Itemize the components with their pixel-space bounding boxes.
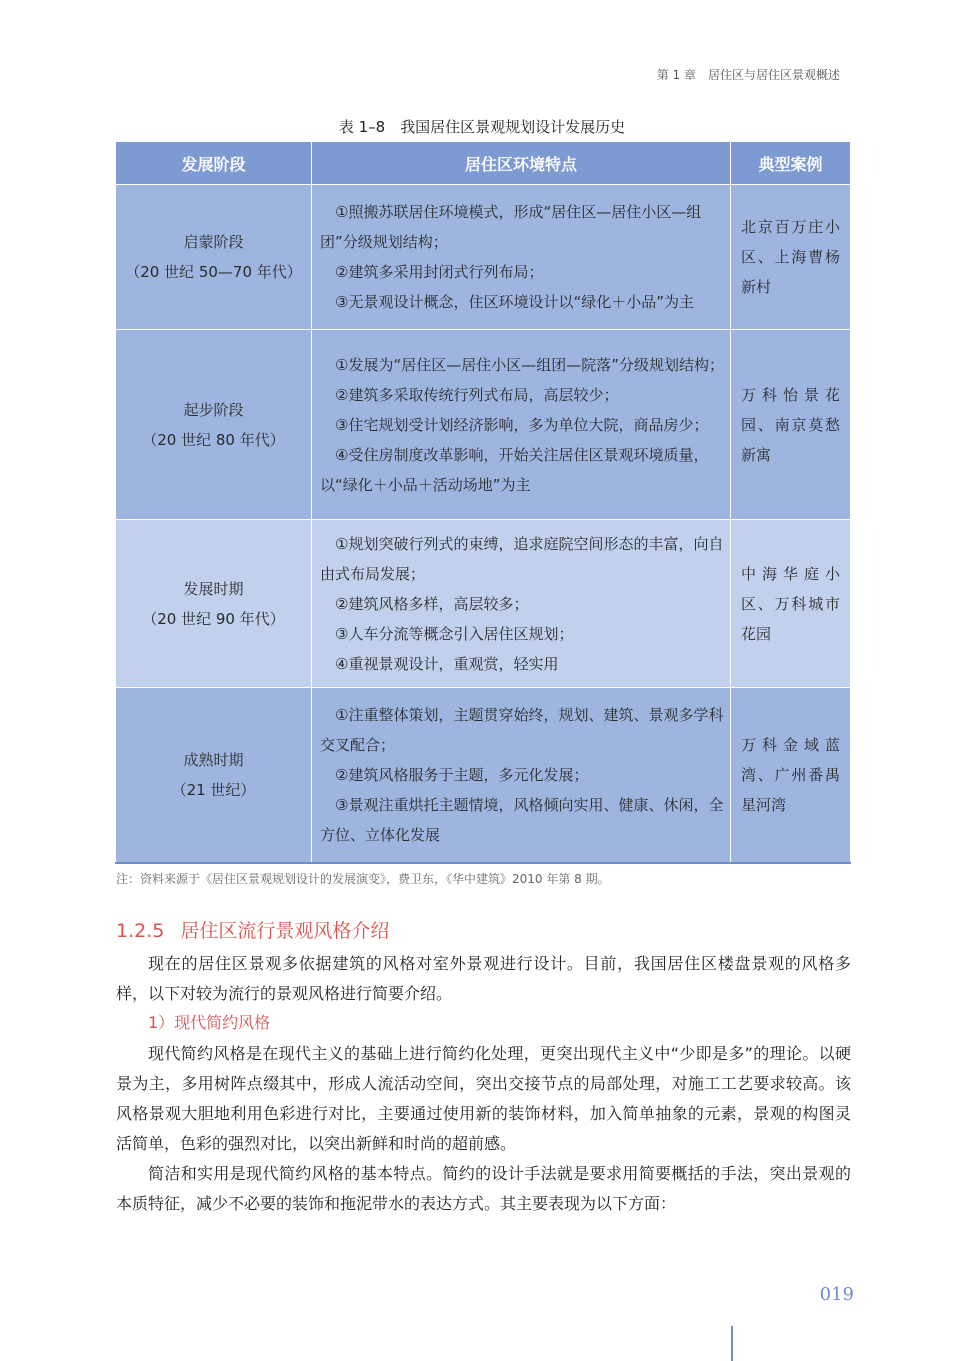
paragraph-intro: 现在的居住区景观多依据建筑的风格对室外景观进行设计。目前，我国居住区楼盘景观的风格多样，以下对较为流行的景观风格进行简要介绍。: [116, 954, 851, 1003]
decorative-rule: [731, 1326, 733, 1361]
features-cell: [312, 688, 731, 863]
feature-item: ①规划突破行列式的束缚，追求庭院空间形态的丰富，向自由式布局发展；: [320, 534, 724, 583]
table-header-row: [116, 142, 851, 185]
feature-item: ②建筑风格服务于主题，多元化发展；: [335, 765, 589, 784]
section-heading: [116, 916, 405, 943]
table-row: [116, 520, 851, 688]
case-cell: 万科金域蓝湾、广州番禺星河湾: [731, 688, 851, 863]
feature-item: ②建筑多采用封闭式行列布局；: [335, 263, 544, 281]
stage-cell: [116, 330, 312, 520]
paragraph-features: 简洁和实用是现代简约风格的基本特点。简约的设计手法就是要求用简要概括的手法，突出景观的本质特征，减少不必要的装饰和拖泥带水的表达方式。其主要表现为以下方面：: [116, 1164, 851, 1213]
table-note: 注：资料来源于《居住区景观规划设计的发展演变》，费卫东，《华中建筑》2010 年第 8 期。: [116, 872, 610, 886]
feature-item: ④重视景观设计，重观赏，轻实用: [335, 654, 559, 673]
stage-cell: [116, 520, 312, 688]
stage-cell: [116, 185, 312, 330]
stage-name: 启蒙阶段: [183, 233, 244, 251]
stage-period: （20 世纪 90 年代）: [142, 609, 285, 628]
header-stage: 发展阶段: [116, 142, 312, 185]
table-caption: 表 1–8 我国居住区景观规划设计发展历史: [338, 118, 626, 136]
feature-item: ②建筑多采取传统行列式布局，高层较少；: [335, 385, 619, 404]
section-number: 1.2.5: [116, 920, 165, 942]
feature-item: ②建筑风格多样，高层较多；: [335, 594, 529, 613]
table-row: [116, 330, 851, 520]
feature-item: ④受住房制度改革影响，开始关注居住区景观环境质量，以“绿化＋小品＋活动场地”为主: [320, 445, 709, 494]
stage-period: （20 世纪 50—70 年代）: [125, 263, 302, 281]
subheading: 1）现代简约风格: [148, 1013, 271, 1032]
stage-name: 发展时期: [183, 579, 244, 598]
table-row: [116, 688, 851, 863]
feature-item: ③人车分流等概念引入居住区规划；: [335, 624, 574, 643]
case-cell: 北京百万庄小区、上海曹杨新村: [731, 185, 851, 330]
case-cell: 中海华庭小区、万科城市花园: [731, 520, 851, 688]
feature-item: ①注重整体策划，主题贯穿始终，规划、建筑、景观多学科交叉配合；: [320, 705, 724, 754]
table-row: [116, 185, 851, 330]
stage-period: （20 世纪 80 年代）: [142, 430, 285, 449]
stage-name: 成熟时期: [183, 750, 244, 769]
paragraph-modern: 现代简约风格是在现代主义的基础上进行简约化处理，更突出现代主义中“少即是多”的理论。以硬景为主，多用树阵点缀其中，形成人流活动空间，突出交接节点的局部处理，对施工工艺要求较高。该风格景观大胆地利用色彩进行对比，主要通过使用新的装饰材料，加入简单抽象的元素，景观的构图灵活简单，色彩的强烈对比，以突出新鲜和时尚的超前感。: [116, 1044, 851, 1153]
page-number: 019: [819, 1284, 854, 1305]
feature-item: ①发展为“居住区—居住小区—组团—院落”分级规划结构；: [335, 355, 724, 374]
feature-item: ③住宅规划受计划经济影响，多为单位大院，商品房少；: [335, 415, 709, 434]
stage-name: 起步阶段: [183, 400, 244, 419]
running-header: 第 1 章 居住区与居住区景观概述: [656, 68, 840, 82]
case-cell: 万科怡景花园、南京莫愁新寓: [731, 330, 851, 520]
feature-item: ①照搬苏联居住环境模式，形成“居住区—居住小区—组团”分级规划结构；: [320, 203, 702, 251]
stage-period: （21 世纪）: [171, 780, 256, 799]
features-cell: [312, 330, 731, 520]
features-cell: [312, 520, 731, 688]
stage-cell: [116, 688, 312, 863]
header-features: 居住区环境特点: [312, 142, 731, 185]
history-table: [115, 141, 851, 864]
header-cases: 典型案例: [731, 142, 851, 185]
section-title: 居住区流行景观风格介绍: [180, 920, 390, 942]
feature-item: ③景观注重烘托主题情境，风格倾向实用、健康、休闲，全方位、立体化发展: [320, 795, 724, 844]
feature-item: ③无景观设计概念，住区环境设计以“绿化＋小品”为主: [335, 293, 694, 311]
features-cell: [312, 185, 731, 330]
